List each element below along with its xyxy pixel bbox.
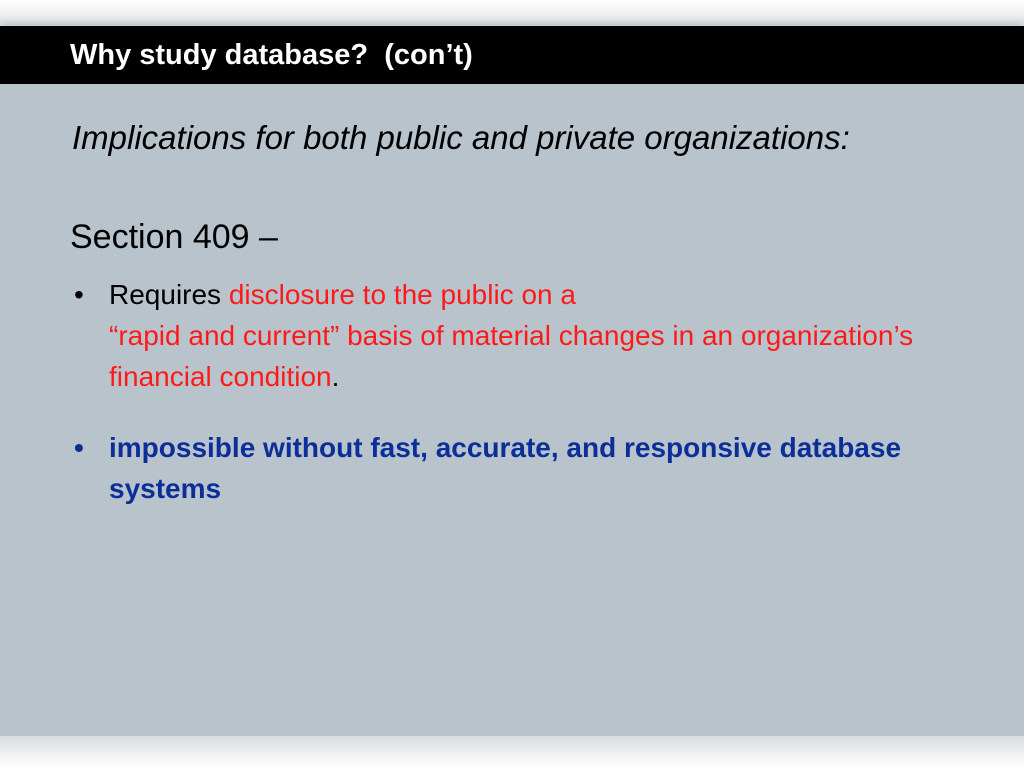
bullet-marker: • <box>74 279 84 310</box>
slide <box>0 26 1024 736</box>
title-bar <box>0 26 1024 84</box>
bullet-marker: • <box>74 432 84 463</box>
bottom-edge-shadow <box>0 736 1024 768</box>
bullet-disclosure <box>70 274 950 397</box>
bullet-text: impossible without fast, accurate, and responsive database systems <box>109 432 902 504</box>
slide-title: Why study database? (con’t) <box>70 39 473 71</box>
disclosure-highlight-line1: disclosure to the public on a <box>228 279 576 310</box>
bullet-text <box>109 274 950 397</box>
intro-text: Implications for both public and private organizations: <box>72 119 850 156</box>
bullet-tail: . <box>331 361 340 392</box>
bullet-lead: Requires <box>109 279 229 310</box>
disclosure-highlight-line2: “rapid and current” basis of material changes in an organization’s financial condition <box>109 320 914 392</box>
section-heading: Section 409 – <box>70 218 278 256</box>
bullet-database-systems <box>70 427 950 509</box>
top-edge-shadow <box>0 0 1024 26</box>
